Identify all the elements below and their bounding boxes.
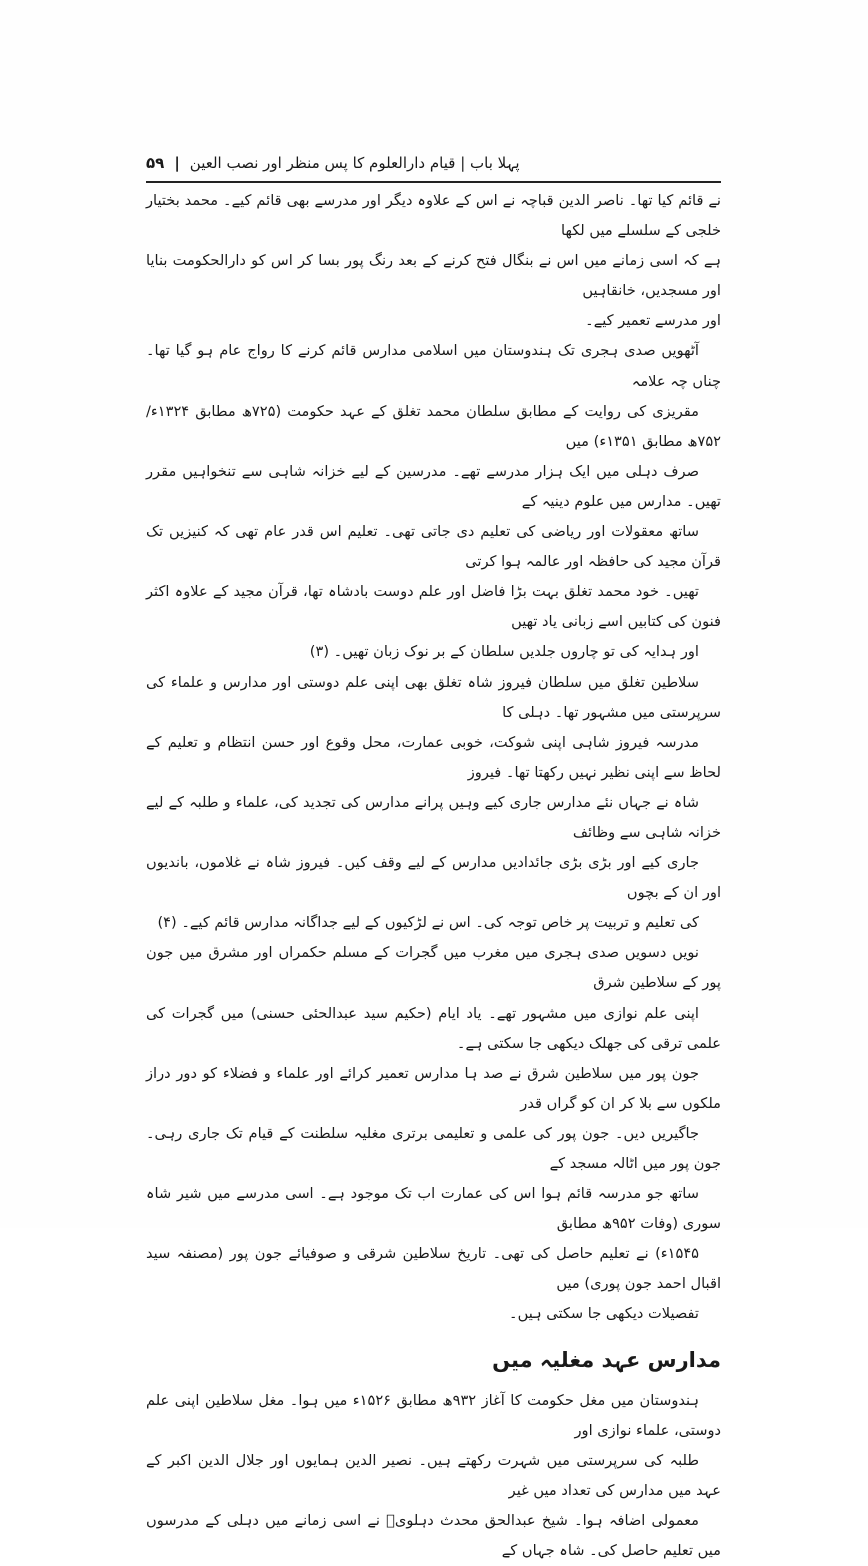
page-number: ۵۹: [146, 154, 165, 172]
text-line: شاہ نے جہاں نئے مدارس جاری کیے وہیں پرانے مدارس کی تجدید کی، علماء و طلبہ کے لیے خزانہ شاہی سے وظائف: [146, 793, 721, 841]
paragraph-2: [146, 336, 721, 667]
text-line: جاری کیے اور بڑی بڑی جائدادیں مدارس کے لیے وقف کیں۔ فیروز شاہ نے غلاموں، باندیوں اور ان کے بچوں: [146, 854, 721, 902]
text-line: معمولی اضافہ ہوا۔ شیخ عبدالحق محدث دہلویؒ نے اسی زمانے میں دہلی کے مدرسوں میں تعلیم حاصل کی۔ شاہ جہاں کے: [146, 1511, 721, 1560]
text-line: مدرسہ فیروز شاہی اپنی شوکت، خوبی عمارت، محل وقوع اور حسن انتظام و تعلیم کے لحاظ سے اپنی نظیر نہیں رکھتا تھا۔ فیروز: [146, 733, 721, 781]
paragraph-4: [146, 938, 721, 1329]
text-line: ۱۵۴۵ء) نے تعلیم حاصل کی تھی۔ تاریخ سلاطین شرقی و صوفیائے جون پور (مصنفہ سید اقبال احمد جون پوری) میں: [146, 1245, 721, 1293]
chapter-title: پہلا باب | قیام دارالعلوم کا پس منظر اور نصب العین: [189, 154, 520, 172]
section-heading: مدارس عہد مغلیہ میں: [492, 1347, 721, 1372]
text-line: تفصیلات دیکھی جا سکتی ہیں۔: [509, 1305, 699, 1323]
text-line: جاگیریں دیں۔ جون پور کی علمی و تعلیمی برتری مغلیہ سلطنت کے قیام تک جاری رہی۔ جون پور میں اٹالہ مسجد کے: [146, 1124, 721, 1172]
text-line: طلبہ کی سرپرستی میں شہرت رکھتے ہیں۔ نصیر الدین ہمایوں اور جلال الدین اکبر کے عہد میں مدارس کی تعداد میں غیر: [146, 1451, 721, 1499]
text-line: سلاطین تغلق میں سلطان فیروز شاہ تغلق بھی اپنی علم دوستی اور مدارس و علماء کی سرپرستی میں مشہور تھا۔ دہلی کا: [146, 673, 721, 721]
text-line: آٹھویں صدی ہجری تک ہندوستان میں اسلامی مدارس قائم کرنے کا رواج عام ہو گیا تھا۔ چناں چہ علامہ: [146, 342, 721, 390]
header-rule: [146, 181, 721, 183]
text-line: نے قائم کیا تھا۔ ناصر الدین قباچہ نے اس کے علاوہ دیگر اور مدرسے بھی قائم کیے۔ محمد بختیار خلجی کے سلسلے میں لکھا: [146, 192, 721, 240]
text-line: ہے کہ اسی زمانے میں اس نے بنگال فتح کرنے کے بعد رنگ پور بسا کر اس کو دارالحکومت بنایا اور مسجدیں، خانقاہیں: [146, 252, 721, 300]
text-line: اور مدرسے تعمیر کیے۔: [585, 312, 721, 330]
text-line: مقریزی کی روایت کے مطابق سلطان محمد تغلق کے عہد حکومت (۷۲۵ھ مطابق ۱۳۲۴ء/۷۵۲ھ مطابق ۱۳۵۱ء) میں: [146, 402, 721, 450]
text-line: جون پور میں سلاطین شرق نے صد ہا مدارس تعمیر کرائے اور علماء و فضلاء کو دور دراز ملکوں سے بلا کر ان کو گراں قدر: [146, 1064, 721, 1112]
text-line: ساتھ جو مدرسہ قائم ہوا اس کی عمارت اب تک موجود ہے۔ اسی مدرسے میں شیر شاہ سوری (وفات ۹۵۲ھ مطابق: [146, 1185, 721, 1233]
header-separator: |: [174, 154, 180, 172]
paragraph-5: [146, 1386, 721, 1566]
paragraph-3: [146, 668, 721, 939]
running-header: [146, 148, 721, 178]
paragraph-1: [146, 186, 721, 336]
body-text: [146, 186, 721, 1566]
text-line: اور ہدایہ کی تو چاروں جلدیں سلطان کے بر نوک زبان تھیں۔ (۳): [309, 643, 699, 661]
text-line: تھیں۔ خود محمد تغلق بہت بڑا فاضل اور علم دوست بادشاہ تھا، قرآن مجید کے علاوہ اکثر فنون کی کتابیں اسے زبانی یاد تھیں: [146, 583, 721, 631]
text-line: ساتھ معقولات اور ریاضی کی تعلیم دی جاتی تھی۔ تعلیم اس قدر عام تھی کہ کنیزیں تک قرآن مجید کی حافظہ اور عالمہ ہوا کرتی: [146, 523, 721, 571]
text-line: صرف دہلی میں ایک ہزار مدرسے تھے۔ مدرسین کے لیے خزانہ شاہی سے تنخواہیں مقرر تھیں۔ مدارس میں علوم دینیہ کے: [146, 462, 721, 510]
text-line: اپنی علم نوازی میں مشہور تھے۔ یاد ایام (حکیم سید عبدالحئی حسنی) میں گجرات کی علمی ترقی کی جھلک دیکھی جا سکتی ہے۔: [146, 1004, 721, 1052]
text-line: کی تعلیم و تربیت پر خاص توجہ کی۔ اس نے لڑکیوں کے لیے جداگانہ مدارس قائم کیے۔ (۴): [157, 914, 699, 932]
text-line: ہندوستان میں مغل حکومت کا آغاز ۹۳۲ھ مطابق ۱۵۲۶ء میں ہوا۔ مغل سلاطین اپنی علم دوستی، علماء نوازی اور: [146, 1391, 721, 1439]
text-line: نویں دسویں صدی ہجری میں مغرب میں گجرات کے مسلم حکمراں اور مشرق میں جون پور کے سلاطین شرق: [146, 944, 721, 992]
